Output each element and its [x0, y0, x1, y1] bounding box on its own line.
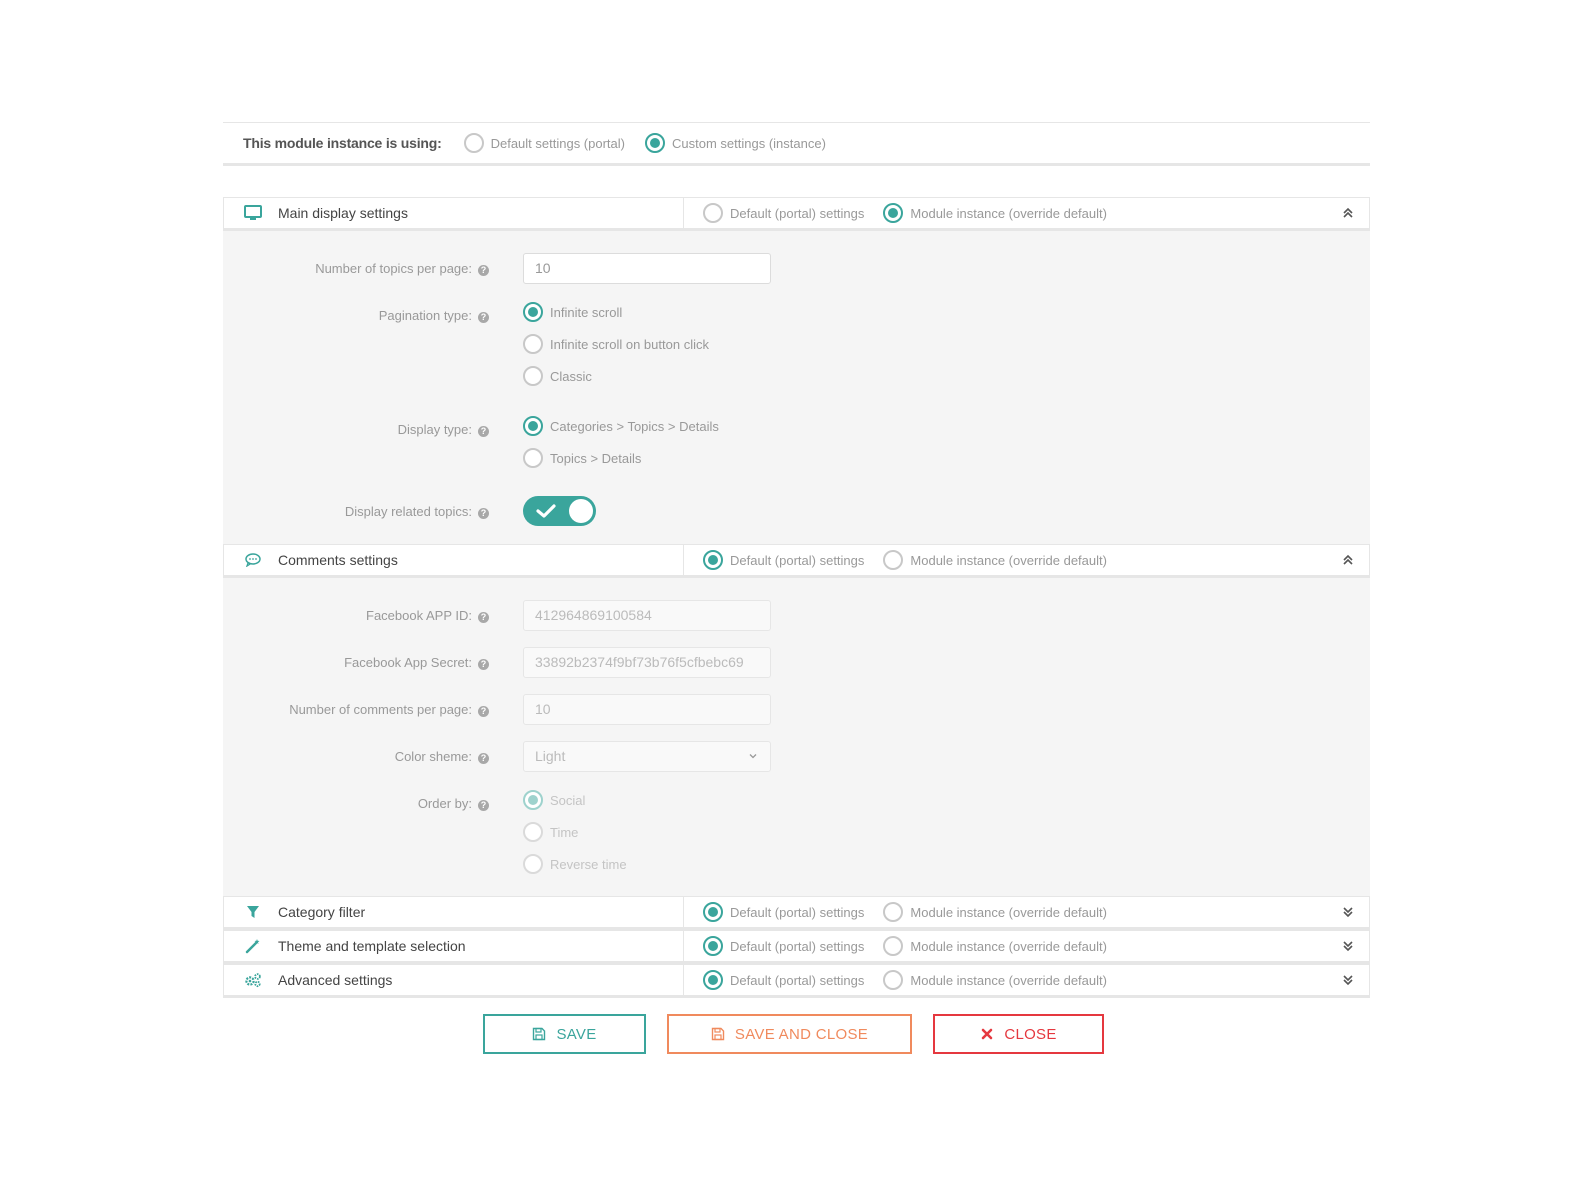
radio-circle[interactable]	[523, 366, 543, 386]
radio-label: Module instance (override default)	[910, 904, 1107, 920]
radio-label: Infinite scroll on button click	[550, 336, 709, 352]
field-label: Number of topics per page:	[315, 261, 472, 276]
section-body-main-display	[223, 231, 1370, 544]
field-label: Facebook APP ID:	[366, 608, 472, 623]
radio-circle[interactable]	[523, 416, 543, 436]
module-settings-panel	[223, 122, 1370, 998]
field-display-type	[223, 414, 1370, 480]
radio-circle[interactable]	[883, 550, 903, 570]
pagination-button-radio[interactable]	[523, 334, 1370, 354]
floppy-disk-icon	[532, 1027, 546, 1041]
related-topics-toggle[interactable]	[523, 496, 596, 526]
radio-label: Social	[550, 792, 586, 808]
help-icon[interactable]: ?	[478, 508, 489, 519]
field-label: Pagination type:	[378, 308, 472, 323]
radio-label: Default (portal) settings	[730, 552, 865, 568]
field-label: Order by:	[417, 796, 472, 811]
save-and-close-button[interactable]	[667, 1014, 912, 1054]
comments-default-radio[interactable]	[703, 550, 864, 570]
section-header-category-filter[interactable]	[223, 896, 1370, 930]
radio-circle[interactable]	[523, 302, 543, 322]
section-title: Category filter	[278, 904, 366, 920]
comments-override-radio[interactable]	[883, 550, 1107, 570]
radio-label: Default settings (portal)	[490, 135, 625, 151]
section-body-comments	[223, 578, 1370, 896]
radio-label: Topics > Details	[550, 450, 642, 466]
radio-label: Module instance (override default)	[910, 552, 1107, 568]
category-default-radio[interactable]	[703, 902, 864, 922]
usage-custom-radio[interactable]	[645, 133, 826, 153]
radio-label: Infinite scroll	[550, 304, 623, 320]
radio-circle[interactable]	[645, 133, 665, 153]
collapse-chevron-icon[interactable]	[1341, 553, 1355, 567]
radio-label: Default (portal) settings	[730, 205, 865, 221]
select-value: Light	[535, 748, 566, 764]
section-title: Comments settings	[278, 552, 398, 568]
button-label: SAVE AND CLOSE	[734, 1025, 869, 1043]
radio-label: Default (portal) settings	[730, 972, 865, 988]
order-time-radio[interactable]	[523, 822, 1370, 842]
fb-app-secret-input[interactable]: 33892b2374f9bf73b76f5cfbebc69	[523, 647, 771, 678]
comment-icon	[242, 551, 264, 569]
radio-label: Module instance (override default)	[910, 972, 1107, 988]
chevron-down-icon	[748, 751, 758, 761]
button-label: CLOSE	[1004, 1025, 1057, 1043]
toggle-knob	[569, 499, 593, 523]
help-icon[interactable]: ?	[478, 426, 489, 437]
field-label: Color sheme:	[394, 749, 472, 764]
field-comments-per-page	[223, 694, 1370, 725]
help-icon[interactable]: ?	[478, 800, 489, 811]
close-button[interactable]	[933, 1014, 1104, 1054]
section-title: Main display settings	[278, 205, 408, 221]
radio-circle[interactable]	[883, 203, 903, 223]
field-fb-app-secret	[223, 647, 1370, 678]
radio-circle[interactable]	[523, 822, 543, 842]
field-label: Display related topics:	[344, 504, 472, 519]
field-color-scheme	[223, 741, 1370, 772]
expand-chevron-icon[interactable]	[1341, 905, 1355, 919]
close-icon	[980, 1027, 994, 1041]
order-reverse-time-radio[interactable]	[523, 854, 1370, 874]
button-label: SAVE	[556, 1025, 597, 1043]
radio-circle[interactable]	[523, 448, 543, 468]
section-title: Theme and template selection	[278, 938, 466, 954]
floppy-disk-icon	[711, 1027, 725, 1041]
field-label: Display type:	[397, 422, 472, 437]
section-header-main-display[interactable]	[223, 197, 1370, 231]
help-icon[interactable]: ?	[478, 706, 489, 717]
radio-circle[interactable]	[883, 902, 903, 922]
section-title: Advanced settings	[278, 972, 393, 988]
advanced-override-radio[interactable]	[883, 970, 1107, 990]
fb-app-id-input[interactable]: 412964869100584	[523, 600, 771, 631]
field-order-by	[223, 788, 1370, 886]
radio-circle[interactable]	[883, 970, 903, 990]
help-icon[interactable]: ?	[478, 659, 489, 670]
gears-icon	[242, 971, 264, 989]
radio-circle[interactable]	[523, 334, 543, 354]
save-button[interactable]	[483, 1014, 646, 1054]
field-fb-app-id	[223, 600, 1370, 631]
radio-circle[interactable]	[703, 970, 723, 990]
magic-wand-icon	[242, 937, 264, 955]
main-default-radio[interactable]	[703, 203, 864, 223]
radio-label: Reverse time	[550, 856, 627, 872]
theme-default-radio[interactable]	[703, 936, 864, 956]
collapse-chevron-icon[interactable]	[1341, 206, 1355, 220]
help-icon[interactable]: ?	[478, 265, 489, 276]
usage-label: This module instance is using:	[243, 135, 442, 151]
check-icon	[536, 503, 556, 519]
radio-circle[interactable]	[464, 133, 484, 153]
radio-circle[interactable]	[523, 854, 543, 874]
filter-icon	[242, 903, 264, 921]
field-related-topics	[223, 496, 1370, 526]
pagination-infinite-radio[interactable]	[523, 302, 1370, 322]
theme-override-radio[interactable]	[883, 936, 1107, 956]
section-header-theme[interactable]	[223, 930, 1370, 964]
radio-label: Categories > Topics > Details	[550, 418, 719, 434]
help-icon[interactable]: ?	[478, 753, 489, 764]
display-topics-radio[interactable]	[523, 448, 1370, 468]
radio-circle[interactable]	[703, 936, 723, 956]
display-categories-radio[interactable]	[523, 416, 1370, 436]
color-scheme-select[interactable]	[523, 741, 771, 772]
order-social-radio[interactable]	[523, 790, 1370, 810]
expand-chevron-icon[interactable]	[1341, 973, 1355, 987]
radio-circle[interactable]	[703, 550, 723, 570]
advanced-default-radio[interactable]	[703, 970, 864, 990]
expand-chevron-icon[interactable]	[1341, 939, 1355, 953]
pagination-classic-radio[interactable]	[523, 366, 1370, 386]
radio-circle[interactable]	[883, 936, 903, 956]
radio-label: Custom settings (instance)	[672, 135, 826, 151]
radio-label: Classic	[550, 368, 592, 384]
help-icon[interactable]: ?	[478, 612, 489, 623]
radio-circle[interactable]	[703, 902, 723, 922]
action-buttons	[0, 1014, 1582, 1054]
main-override-radio[interactable]	[883, 203, 1107, 223]
comments-per-page-input[interactable]: 10	[523, 694, 771, 725]
radio-label: Time	[550, 824, 579, 840]
radio-label: Module instance (override default)	[910, 205, 1107, 221]
help-icon[interactable]: ?	[478, 312, 489, 323]
radio-label: Module instance (override default)	[910, 938, 1107, 954]
section-header-advanced[interactable]	[223, 964, 1370, 998]
category-override-radio[interactable]	[883, 902, 1107, 922]
topics-per-page-input[interactable]: 10	[523, 253, 771, 284]
radio-label: Default (portal) settings	[730, 938, 865, 954]
radio-label: Default (portal) settings	[730, 904, 865, 920]
settings-usage-bar	[223, 122, 1370, 166]
monitor-icon	[242, 204, 264, 222]
field-label: Number of comments per page:	[289, 702, 472, 717]
field-topics-per-page	[223, 253, 1370, 284]
section-header-comments[interactable]	[223, 544, 1370, 578]
usage-default-radio[interactable]	[464, 133, 625, 153]
field-pagination-type	[223, 300, 1370, 398]
field-label: Facebook App Secret:	[344, 655, 472, 670]
radio-circle[interactable]	[523, 790, 543, 810]
radio-circle[interactable]	[703, 203, 723, 223]
